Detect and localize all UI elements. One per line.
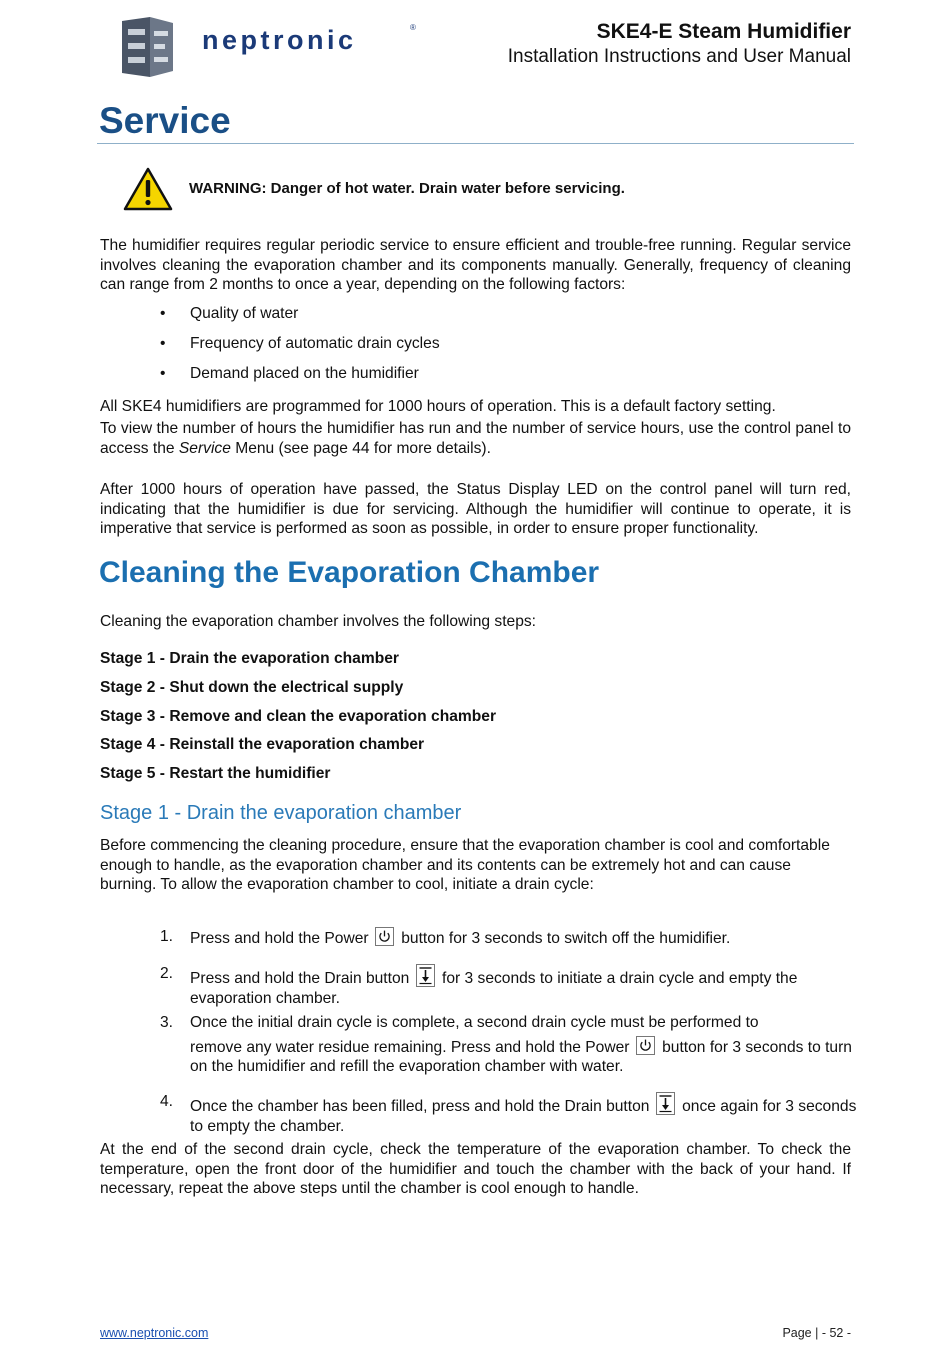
service-menu-name: Service [178, 439, 231, 457]
neptronic-logo-icon [120, 15, 175, 77]
stage-list-item: Stage 5 - Restart the humidifier [100, 765, 331, 782]
power-button-icon [375, 927, 394, 946]
view-hours-paragraph: To view the number of hours the humidifier has run and the number of service hours, use the control panel to access the Service Menu (see page 44 for more details). [100, 420, 851, 457]
step-number: 4. [160, 1093, 174, 1110]
step-number: 1. [160, 928, 174, 945]
bullet-icon: • [160, 305, 166, 322]
after-hours-paragraph: After 1000 hours of operation have passed, the Status Display LED on the control panel will turn red, indicating that the humidifier is due for servicing. Although the humidifier will continue to operate, it is imperative that service is performed as soon as possible, in order to ensure proper functionality. [100, 481, 851, 537]
drain-button-icon [416, 964, 435, 987]
stage1-heading: Stage 1 - Drain the evaporation chamber [100, 802, 462, 824]
cleaning-intro: Cleaning the evaporation chamber involves the following steps: [100, 613, 537, 630]
step-number: 3. [160, 1014, 174, 1031]
document-subtitle: Installation Instructions and User Manual [507, 46, 851, 67]
cleaning-heading: Cleaning the Evaporation Chamber [99, 556, 600, 589]
heading-divider [97, 143, 854, 144]
company-logo [120, 15, 440, 77]
drain-button-icon [656, 1092, 675, 1115]
stage1-intro: Before commencing the cleaning procedure, ensure that the evaporation chamber is cool and comfortable enough to handle, as the evaporation chamber and its contents can be extremely hot and can cause burning. To allow the evaporation chamber to cool, initiate a drain cycle: [100, 837, 830, 893]
stage-list-item: Stage 2 - Shut down the electrical supply [100, 679, 404, 696]
bullet-icon: • [160, 335, 166, 352]
website-link[interactable]: www.neptronic.com [100, 1326, 209, 1340]
page-number: Page | - 52 - [782, 1326, 851, 1340]
stage-list-item: Stage 4 - Reinstall the evaporation chamber [100, 736, 425, 753]
service-heading: Service [99, 100, 231, 141]
stage-list-item: Stage 3 - Remove and clean the evaporation chamber [100, 708, 497, 725]
power-button-icon [636, 1036, 655, 1055]
document-title: SKE4-E Steam Humidifier [596, 20, 851, 43]
default-setting-note: All SKE4 humidifiers are programmed for 1000 hours of operation. This is a default factory setting. [100, 398, 776, 415]
logo-wordmark: neptronic [202, 25, 357, 55]
bullet-icon: • [160, 365, 166, 382]
step-number: 2. [160, 965, 174, 982]
warning-triangle-icon [123, 167, 173, 211]
registered-mark: ® [410, 23, 416, 32]
warning-text: WARNING: Danger of hot water. Drain water before servicing. [189, 180, 625, 197]
closing-paragraph: At the end of the second drain cycle, check the temperature of the evaporation chamber. To check the temperature, open the front door of the humidifier and touch the chamber with the back of your hand. If necessary, repeat the above steps until the chamber is cool enough to handle. [100, 1141, 851, 1197]
stage-list-item: Stage 1 - Drain the evaporation chamber [100, 650, 399, 667]
service-intro-paragraph: The humidifier requires regular periodic service to ensure efficient and trouble-free running. Regular service involves cleaning the evaporation chamber and its components manually. Generally, frequency of cleaning can range from 2 months to once a year, depending on the following factors: [100, 237, 851, 293]
